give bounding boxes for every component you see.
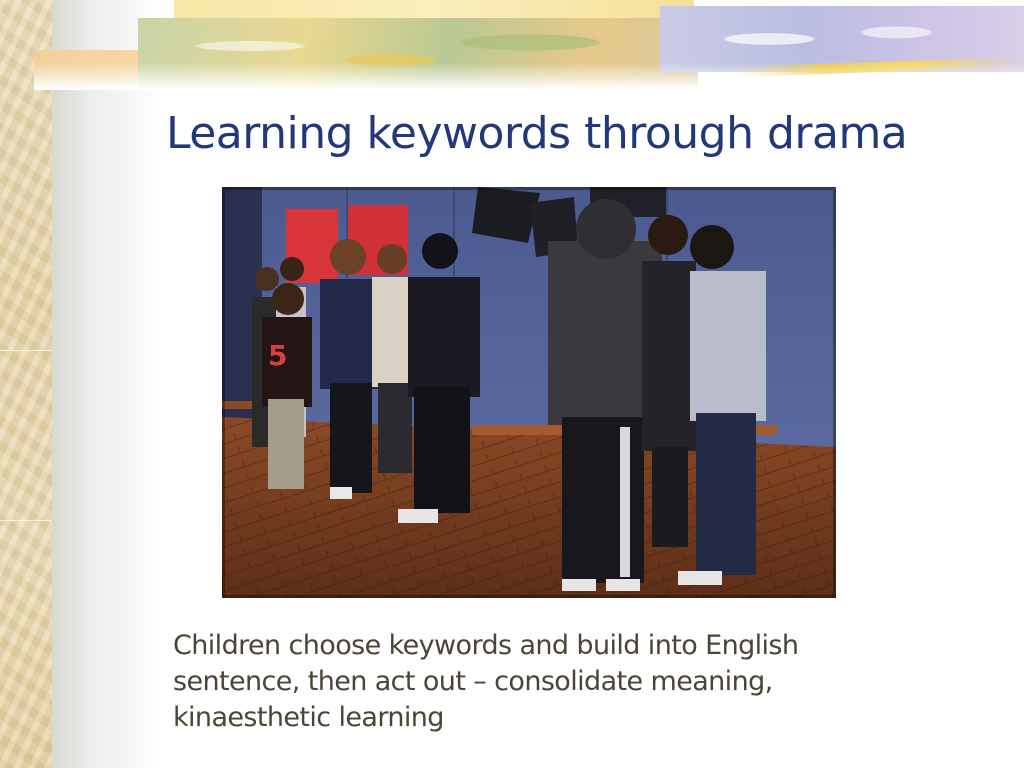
decorative-left-strip xyxy=(0,0,52,768)
body-line-1: Children choose keywords and build into English xyxy=(173,630,799,661)
jersey-number: 5 xyxy=(268,339,288,372)
body-line-3: kinaesthetic learning xyxy=(173,702,444,733)
decorative-top-banner xyxy=(34,0,1024,90)
classroom-drama-photo xyxy=(222,187,836,598)
photo-of-children-acting-icon xyxy=(222,187,836,598)
slide-title: Learning keywords through drama xyxy=(166,108,908,159)
slide-body-text xyxy=(173,628,953,736)
body-line-2: sentence, then act out – consolidate meaning, xyxy=(173,666,773,697)
decorative-shade xyxy=(52,0,162,768)
